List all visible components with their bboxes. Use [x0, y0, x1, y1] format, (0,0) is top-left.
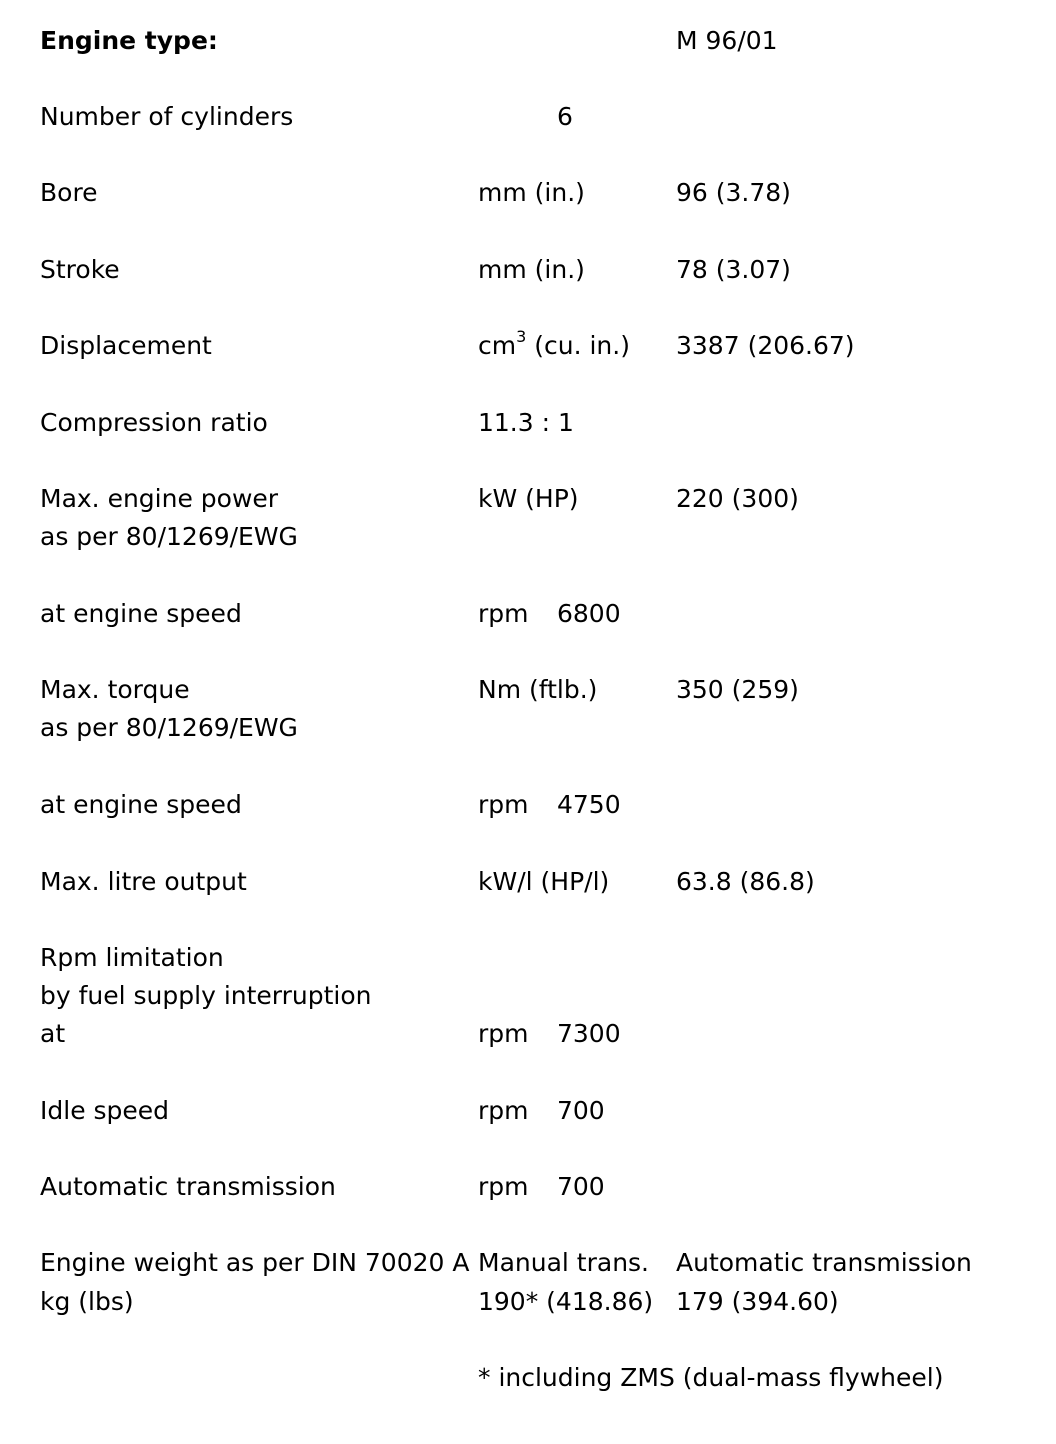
weight-auto-label: Automatic transmission	[676, 1248, 972, 1277]
idle-label: Idle speed	[40, 1096, 170, 1125]
displacement-label: Displacement	[40, 331, 212, 360]
idle-unit: rpm	[478, 1096, 529, 1125]
bore-value: 96 (3.78)	[676, 178, 791, 207]
stroke-value: 78 (3.07)	[676, 255, 791, 284]
litre-output-label: Max. litre output	[40, 867, 247, 896]
compression-value: 11.3 : 1	[478, 408, 574, 437]
power-row-line2	[0, 518, 1056, 556]
auto-idle-label: Automatic transmission	[40, 1172, 336, 1201]
displacement-unit-rest: (cu. in.)	[526, 331, 630, 360]
engine-type-row	[0, 22, 1056, 60]
litre-output-unit: kW/l (HP/l)	[478, 867, 610, 896]
torque-row	[0, 671, 1056, 709]
torque-speed-label: at engine speed	[40, 790, 242, 819]
displacement-unit-superscript: 3	[516, 326, 527, 346]
power-speed-value: 6800	[557, 599, 621, 628]
compression-row	[0, 404, 1056, 442]
displacement-unit	[478, 327, 630, 365]
power-unit: kW (HP)	[478, 484, 579, 513]
weight-label: Engine weight as per DIN 70020 A	[40, 1248, 470, 1277]
bore-label: Bore	[40, 178, 98, 207]
weight-auto-value: 179 (394.60)	[676, 1287, 839, 1316]
torque-row-line2	[0, 709, 1056, 747]
rpm-limit-row-line1	[0, 939, 1056, 977]
rpm-limit-row-line2	[0, 977, 1056, 1015]
displacement-row	[0, 327, 1056, 365]
footnote: * including ZMS (dual-mass flywheel)	[478, 1363, 944, 1392]
litre-output-value: 63.8 (86.8)	[676, 867, 815, 896]
idle-row	[0, 1092, 1056, 1130]
torque-speed-value: 4750	[557, 790, 621, 819]
weight-values-row	[0, 1283, 1056, 1321]
rpm-limit-description: by fuel supply interruption	[40, 981, 372, 1010]
engine-type-value: M 96/01	[676, 26, 778, 55]
torque-label: Max. torque	[40, 675, 190, 704]
weight-unit-label: kg (lbs)	[40, 1287, 134, 1316]
torque-value: 350 (259)	[676, 675, 799, 704]
displacement-value: 3387 (206.67)	[676, 331, 855, 360]
bore-row	[0, 174, 1056, 212]
cylinders-value: 6	[557, 102, 573, 131]
auto-idle-unit: rpm	[478, 1172, 529, 1201]
torque-standard-label: as per 80/1269/EWG	[40, 713, 298, 742]
auto-idle-value: 700	[557, 1172, 605, 1201]
power-speed-row	[0, 595, 1056, 633]
power-speed-label: at engine speed	[40, 599, 242, 628]
stroke-unit: mm (in.)	[478, 255, 585, 284]
power-standard-label: as per 80/1269/EWG	[40, 522, 298, 551]
compression-label: Compression ratio	[40, 408, 268, 437]
power-row	[0, 480, 1056, 518]
power-value: 220 (300)	[676, 484, 799, 513]
rpm-limit-at-label: at	[40, 1019, 66, 1048]
power-speed-unit: rpm	[478, 599, 529, 628]
torque-speed-row	[0, 786, 1056, 824]
weight-manual-label: Manual trans.	[478, 1248, 650, 1277]
idle-value: 700	[557, 1096, 605, 1125]
torque-unit: Nm (ftlb.)	[478, 675, 598, 704]
auto-idle-row	[0, 1168, 1056, 1206]
weight-manual-value: 190* (418.86)	[478, 1287, 654, 1316]
rpm-limit-row	[0, 1015, 1056, 1053]
power-label: Max. engine power	[40, 484, 279, 513]
engine-type-label: Engine type:	[40, 26, 218, 55]
rpm-limit-value: 7300	[557, 1019, 621, 1048]
stroke-row	[0, 251, 1056, 289]
bore-unit: mm (in.)	[478, 178, 585, 207]
rpm-limit-label: Rpm limitation	[40, 943, 224, 972]
litre-output-row	[0, 863, 1056, 901]
cylinders-row	[0, 98, 1056, 136]
weight-row	[0, 1244, 1056, 1282]
cylinders-label: Number of cylinders	[40, 102, 294, 131]
footnote-row	[0, 1359, 1056, 1397]
rpm-limit-unit: rpm	[478, 1019, 529, 1048]
stroke-label: Stroke	[40, 255, 120, 284]
displacement-unit-base: cm	[478, 331, 517, 360]
torque-speed-unit: rpm	[478, 790, 529, 819]
